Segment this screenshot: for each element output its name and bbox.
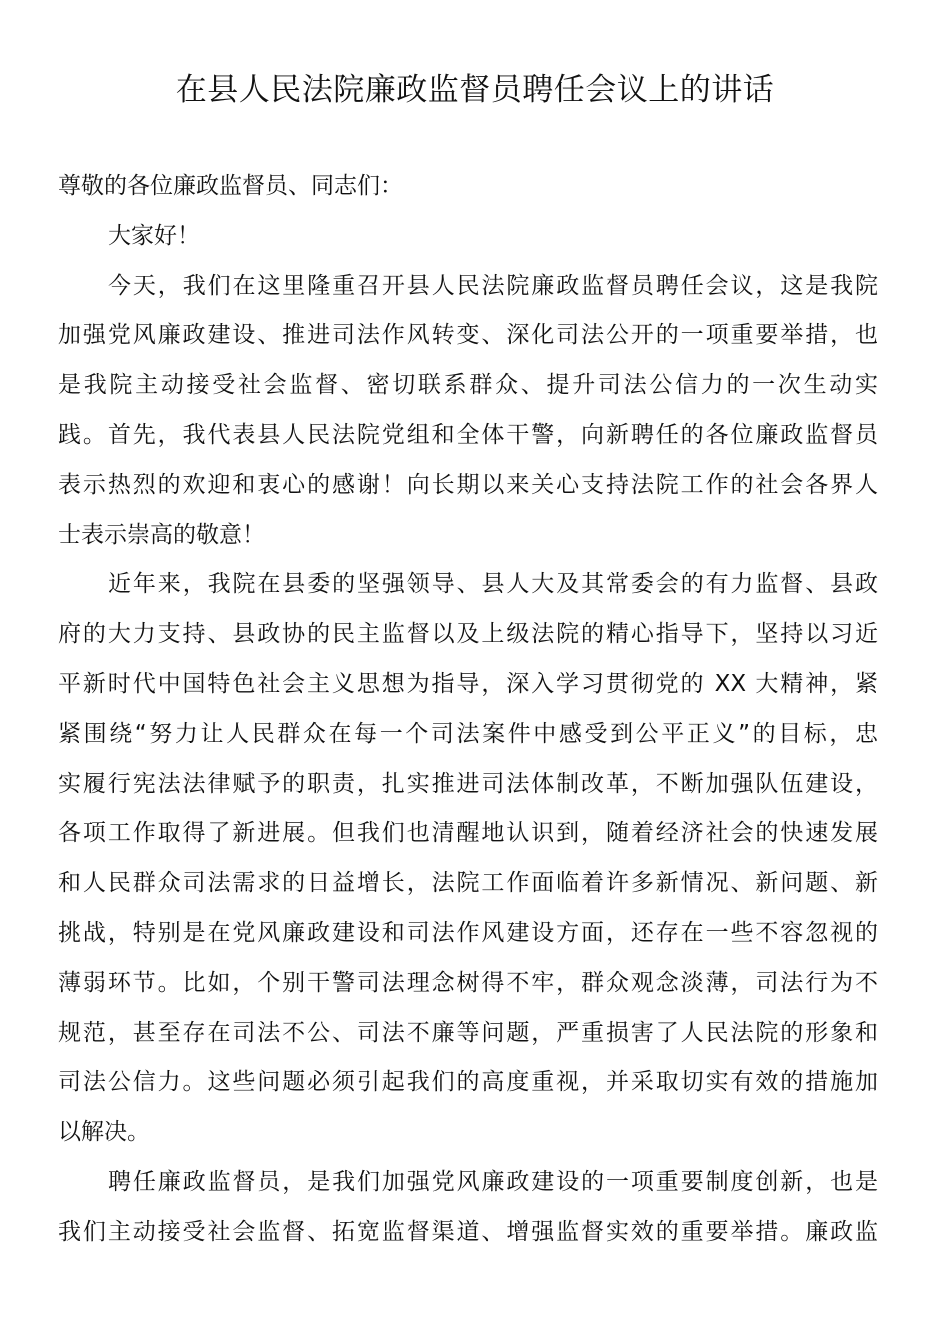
document-title: 在县人民法院廉政监督员聘任会议上的讲话: [175, 72, 775, 108]
paragraph-line: 薄弱环节。比如，个别干警司法理念树得不牢，群众观念淡薄，司法行为不: [58, 969, 878, 996]
paragraph-line: 府的大力支持、县政协的民主监督以及上级法院的精心指导下，坚持以习近: [58, 621, 878, 648]
paragraph-3: [58, 1158, 878, 1258]
paragraph-line: 我们主动接受社会监督、拓宽监督渠道、增强监督实效的重要举措。廉政监: [58, 1218, 878, 1245]
paragraph-line: 和人民群众司法需求的日益增长，法院工作面临着许多新情况、新问题、新: [58, 870, 878, 897]
greeting: 大家好！: [108, 222, 200, 249]
paragraph-line: 今天，我们在这里隆重召开县人民法院廉政监督员聘任会议，这是我院: [108, 272, 878, 299]
paragraph-line: 紧围绕“努力让人民群众在每一个司法案件中感受到公平正义”的目标，忠: [58, 720, 878, 747]
document-body: [58, 162, 878, 1258]
paragraph-line: 聘任廉政监督员，是我们加强党风廉政建设的一项重要制度创新，也是: [108, 1168, 878, 1195]
paragraph-line: 平新时代中国特色社会主义思想为指导，深入学习贯彻党的 XX 大精神，紧: [58, 670, 878, 697]
paragraph-line: 加强党风廉政建设、推进司法作风转变、深化司法公开的一项重要举措，也: [58, 322, 878, 349]
paragraph-1: [58, 262, 878, 561]
paragraph-line: 表示热烈的欢迎和衷心的感谢！向长期以来关心支持法院工作的社会各界人: [58, 471, 878, 498]
paragraph-line: 规范，甚至存在司法不公、司法不廉等问题，严重损害了人民法院的形象和: [58, 1019, 878, 1046]
paragraph-line: 挑战，特别是在党风廉政建设和司法作风建设方面，还存在一些不容忽视的: [58, 919, 878, 946]
paragraph-line: 以解决。: [58, 1119, 150, 1146]
paragraph-line: 司法公信力。这些问题必须引起我们的高度重视，并采取切实有效的措施加: [58, 1069, 878, 1096]
paragraph-line: 实履行宪法法律赋予的职责，扎实推进司法体制改革，不断加强队伍建设，: [58, 770, 878, 797]
paragraph-line: 士表示崇高的敬意！: [58, 521, 265, 548]
paragraph-line: 是我院主动接受社会监督、密切联系群众、提升司法公信力的一次生动实: [58, 372, 878, 399]
paragraph-2: [58, 560, 878, 1158]
paragraph-line: 践。首先，我代表县人民法院党组和全体干警，向新聘任的各位廉政监督员: [58, 421, 878, 448]
paragraph-line: 近年来，我院在县委的坚强领导、县人大及其常委会的有力监督、县政: [108, 571, 878, 598]
salutation: 尊敬的各位廉政监督员、同志们：: [58, 173, 403, 199]
paragraph-line: 各项工作取得了新进展。但我们也清醒地认识到，随着经济社会的快速发展: [58, 820, 878, 847]
